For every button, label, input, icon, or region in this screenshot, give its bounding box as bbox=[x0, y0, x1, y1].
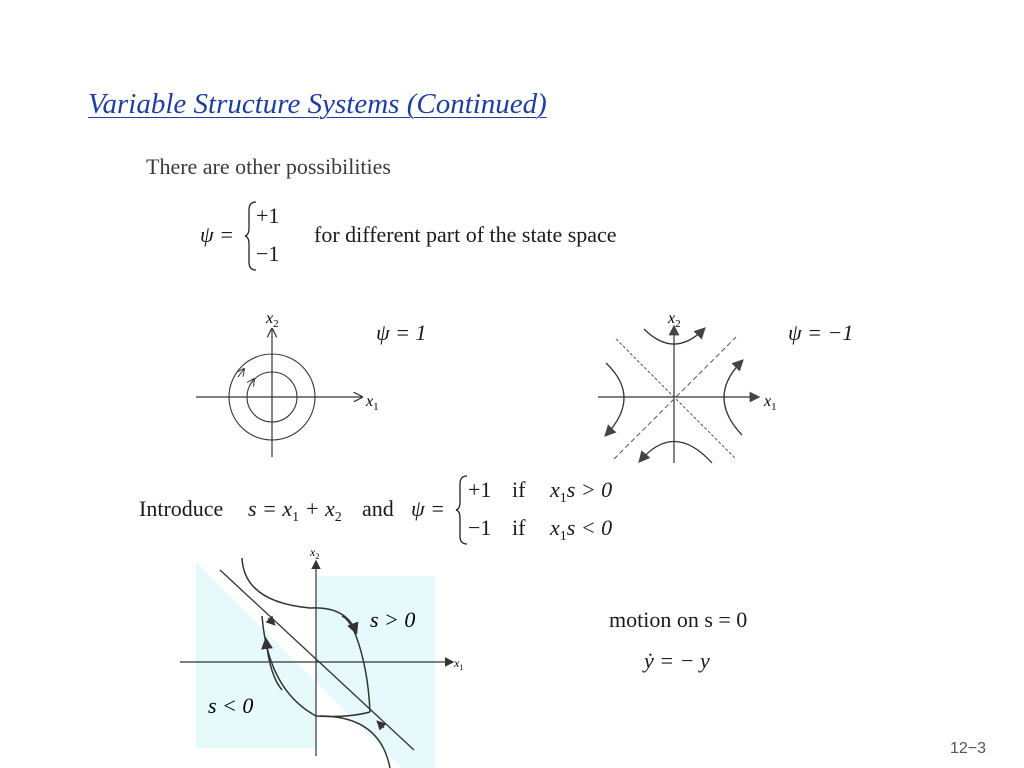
subtitle: There are other possibilities bbox=[146, 154, 391, 179]
region-s-positive bbox=[316, 576, 435, 768]
psi-minus-label: ψ = −1 bbox=[788, 320, 854, 345]
x2-label: $x_2$ bbox=[310, 545, 320, 561]
case-neg-if: if bbox=[512, 515, 526, 540]
psi-plus-label: ψ = 1 bbox=[376, 320, 427, 345]
unstable-separatrix bbox=[614, 337, 736, 459]
x1-label: $x_1$ bbox=[366, 393, 379, 413]
page-number: 12−3 bbox=[949, 740, 986, 757]
trajectory-right bbox=[724, 361, 742, 435]
phase-portrait-psi-minus bbox=[590, 305, 790, 470]
eq1-lhs: ψ = bbox=[200, 222, 235, 247]
eq1-case-neg: −1 bbox=[256, 241, 280, 266]
s-definition: $s = x_1 + x_2$ bbox=[248, 496, 342, 525]
x1-label: $x_1$ bbox=[764, 393, 777, 413]
introduce-word: Introduce bbox=[139, 496, 224, 521]
case-pos-condition: $x_1s > 0$ bbox=[550, 477, 613, 506]
case-pos-value: +1 bbox=[468, 477, 492, 502]
x2-label: $x_2$ bbox=[668, 310, 681, 330]
phase-portrait-psi-plus bbox=[190, 305, 390, 465]
sliding-mode-portrait bbox=[170, 540, 480, 768]
x1-label: $x_1$ bbox=[454, 656, 464, 672]
eq1-case-pos: +1 bbox=[256, 203, 280, 228]
reduced-dynamics: ẏ = − y bbox=[644, 648, 710, 673]
motion-line: motion on s = 0 bbox=[609, 607, 748, 632]
case-pos-if: if bbox=[512, 477, 526, 502]
eq1-text: for different part of the state space bbox=[314, 222, 617, 247]
trajectory-left bbox=[606, 363, 624, 435]
and-word: and bbox=[362, 496, 394, 521]
case-neg-condition: $x_1s < 0$ bbox=[550, 515, 613, 544]
slide-title: Variable Structure Systems (Continued) bbox=[88, 88, 547, 120]
trajectory-bottom bbox=[640, 441, 712, 463]
case-neg-value: −1 bbox=[468, 515, 492, 540]
orbit-arrow bbox=[250, 379, 254, 385]
region-pos-label: s > 0 bbox=[370, 607, 416, 632]
x2-label: $x_2$ bbox=[266, 310, 279, 330]
psi-lhs: ψ = bbox=[411, 496, 446, 521]
region-neg-label: s < 0 bbox=[208, 693, 254, 718]
